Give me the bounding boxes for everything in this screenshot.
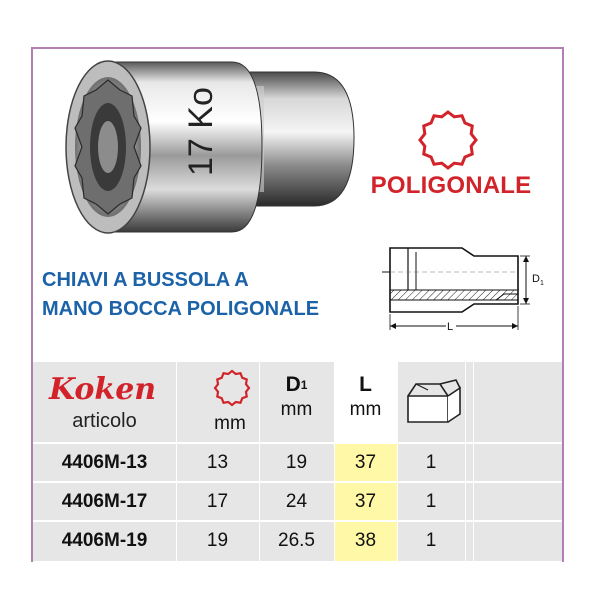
product-title-line-1: CHIAVI A BUSSOLA A <box>42 269 249 291</box>
cell-d1: 24 <box>285 491 308 512</box>
twelve-point-socket-icon <box>416 108 480 172</box>
cell-l: 37 <box>354 452 377 473</box>
diagram-l-label: L <box>447 321 454 333</box>
header-d1-unit: mm <box>280 399 313 420</box>
cell-qty: 1 <box>425 491 437 512</box>
cell-mm: 19 <box>206 530 229 551</box>
diagram-d-sub: 1 <box>540 280 544 287</box>
koken-logo <box>47 372 159 406</box>
cell-code: 4406M-17 <box>61 491 148 512</box>
cell-code: 4406M-19 <box>61 530 148 551</box>
cell-l: 38 <box>354 530 377 551</box>
header-mm: mm <box>214 413 246 434</box>
cell-mm: 17 <box>206 491 229 512</box>
cell-qty: 1 <box>425 530 437 551</box>
header-articolo: articolo <box>72 410 137 432</box>
socket-engraving: 17 Ko <box>182 87 220 176</box>
socket-photo <box>62 56 362 241</box>
diagram-d-label: D <box>532 273 540 285</box>
header-l-unit: mm <box>349 399 382 420</box>
cell-mm: 13 <box>206 452 229 473</box>
header-l: L <box>359 373 372 396</box>
twelve-point-socket-icon <box>212 368 252 408</box>
svg-text:Koken: Koken <box>49 372 157 406</box>
cell-l: 37 <box>354 491 377 512</box>
product-title-line-2: MANO BOCCA POLIGONALE <box>42 298 320 320</box>
cell-qty: 1 <box>425 452 437 473</box>
socket-type-label: POLIGONALE <box>370 172 532 199</box>
box-package-icon <box>404 378 464 426</box>
socket-technical-drawing <box>378 242 558 334</box>
cell-d1: 19 <box>285 452 308 473</box>
header-d1: D 1 <box>285 373 308 396</box>
cell-code: 4406M-13 <box>61 452 148 473</box>
product-title <box>42 266 382 324</box>
cell-d1: 26.5 <box>278 530 315 551</box>
